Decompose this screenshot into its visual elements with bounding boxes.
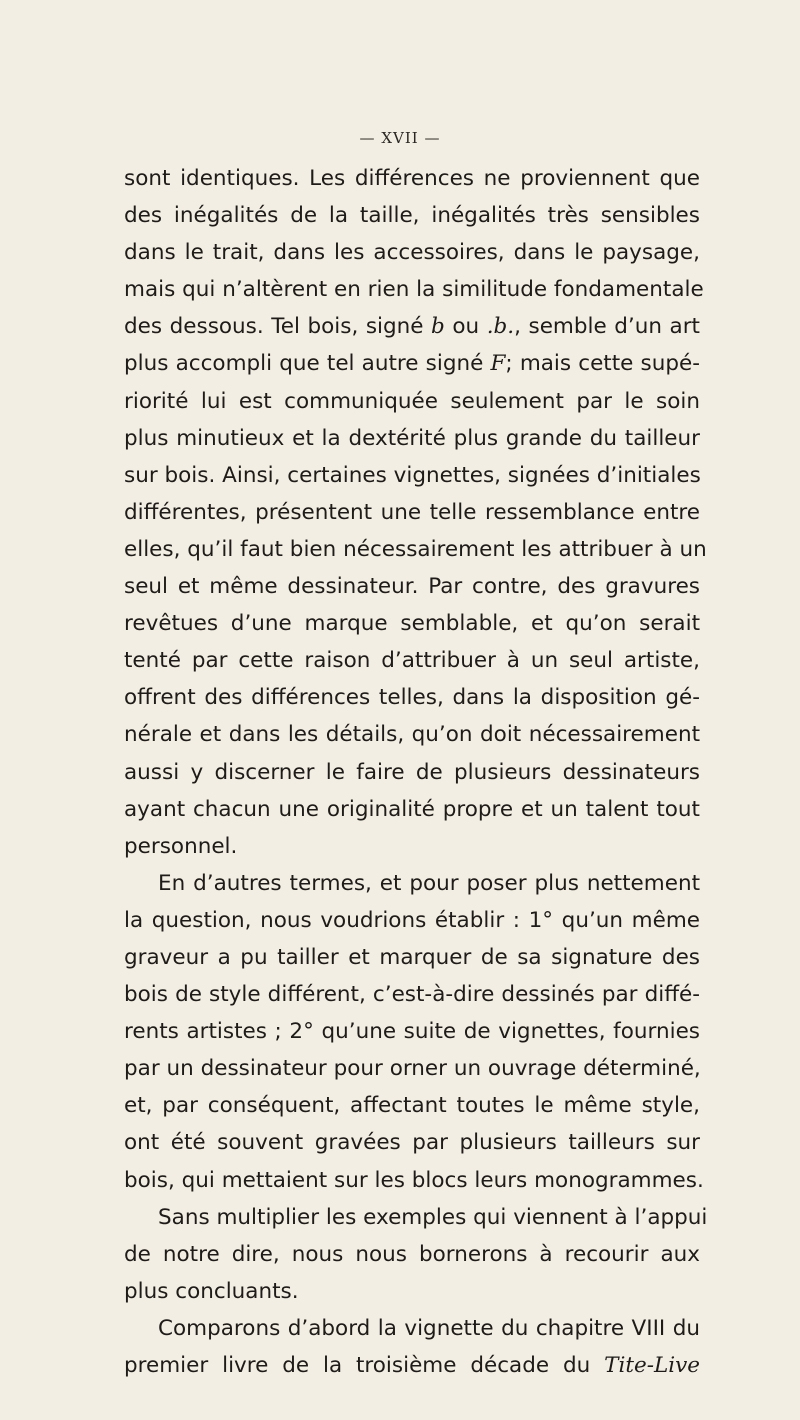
text-segment: premier livre de la troisième décade du	[124, 1353, 591, 1378]
text-line: riorité lui est communiquée seulement par le soin	[124, 388, 700, 414]
text-line: sur bois. Ainsi, certaines vignettes, signées d’initiales	[124, 462, 701, 488]
page-number-header: — XVII —	[359, 129, 441, 147]
text-line: Sans multiplier les exemples qui viennent à l’appui	[158, 1204, 708, 1230]
text-line: En d’autres termes, et pour poser plus nettement	[158, 870, 700, 896]
text-line: plus concluants.	[124, 1278, 299, 1304]
text-segment: plus accompli que tel autre signé	[124, 351, 484, 377]
text-line: sont identiques. Les différences ne proviennent que	[124, 166, 700, 191]
text-line	[124, 308, 700, 345]
text-line: des inégalités de la taille, inégalités très sensibles	[124, 203, 700, 229]
text-line: de notre dire, nous nous bornerons à recourir aux	[124, 1241, 700, 1267]
text-line: bois, qui mettaient sur les blocs leurs monogrammes.	[124, 1167, 704, 1193]
text-line: offrent des différences telles, dans la disposition gé-	[124, 685, 700, 711]
text-line: par un dessinateur pour orner un ouvrage déterminé,	[124, 1056, 701, 1082]
book-title: Tite-Live	[604, 1353, 700, 1378]
text-line: bois de style différent, c’est-à-dire dessinés par diffé-	[124, 982, 700, 1008]
text-line: différentes, présentent une telle ressemblance entre	[124, 499, 700, 525]
text-segment: ; mais cette supé-	[505, 351, 701, 377]
text-line: seul et même dessinateur. Par contre, des gravures	[124, 574, 700, 600]
text-line: plus minutieux et la dextérité plus grande du tailleur	[124, 425, 700, 451]
text-line	[124, 345, 700, 382]
text-segment: ou	[452, 314, 480, 340]
text-line: rents artistes ; 2° qu’une suite de vignettes, fournies	[124, 1019, 700, 1045]
text-line: ayant chacun une originalité propre et un talent tout	[124, 796, 700, 822]
text-line: personnel.	[124, 833, 238, 859]
monogram-dotted-b: .b.	[486, 314, 515, 340]
text-line: graveur a pu tailler et marquer de sa signature des	[124, 944, 700, 970]
text-line: dans le trait, dans les accessoires, dans le paysage,	[124, 240, 700, 266]
text-line: mais qui n’altèrent en rien la similitude fondamentale	[124, 277, 704, 303]
text-segment: , semble d’un art	[514, 314, 700, 340]
text-line: ont été souvent gravées par plusieurs tailleurs sur	[124, 1130, 700, 1156]
text-line: elles, qu’il faut bien nécessairement les attribuer à un	[124, 536, 707, 562]
text-segment: des dessous. Tel bois, signé	[124, 314, 424, 340]
monogram-b: b	[431, 314, 445, 340]
text-line: nérale et dans les détails, qu’on doit nécessairement	[124, 722, 700, 748]
text-line: aussi y discerner le faire de plusieurs dessinateurs	[124, 759, 700, 785]
text-line: tenté par cette raison d’attribuer à un seul artiste,	[124, 648, 700, 674]
text-line: et, par conséquent, affectant toutes le même style,	[124, 1093, 700, 1119]
body-text	[124, 160, 708, 1384]
text-line	[124, 1347, 700, 1384]
text-line: Comparons d’abord la vignette du chapitre VIII du	[158, 1315, 700, 1341]
text-line: revêtues d’une marque semblable, et qu’on serait	[124, 611, 700, 637]
monogram-f: F	[490, 351, 506, 377]
text-line: la question, nous voudrions établir : 1° qu’un même	[124, 907, 700, 933]
